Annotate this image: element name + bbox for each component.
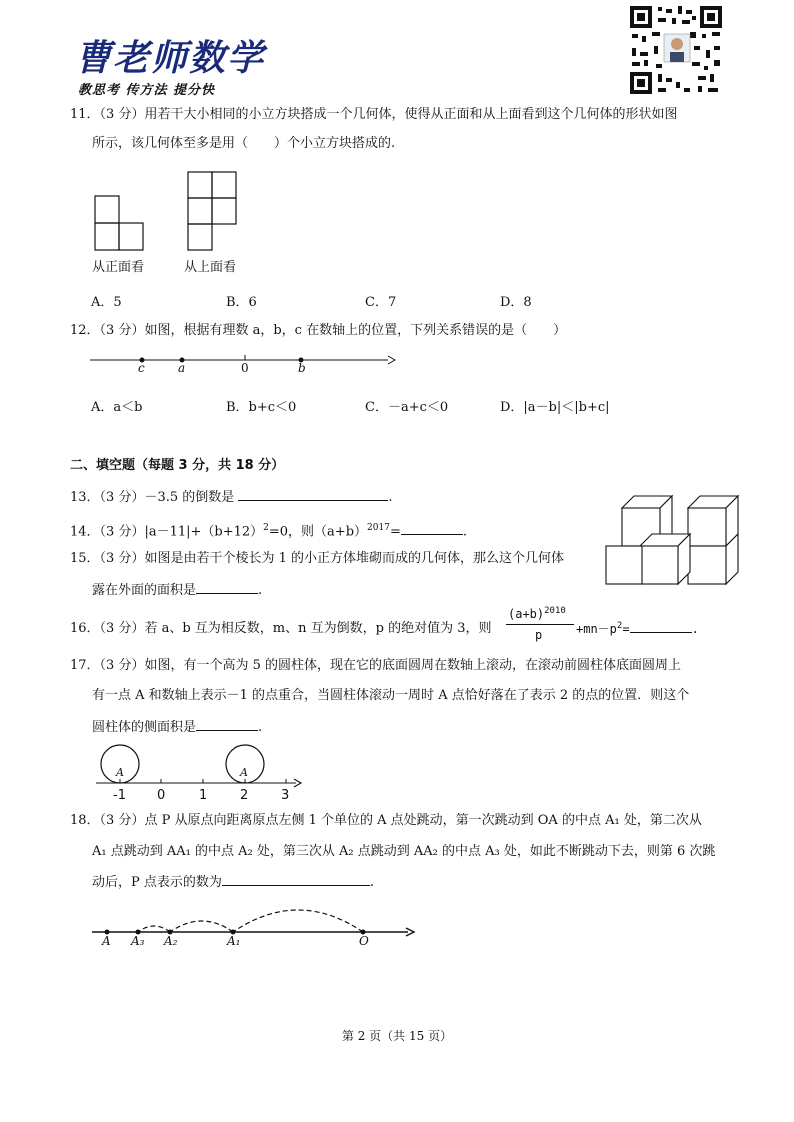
q14-line: 14．（3 分）$|a-11|+(b+12)^2=0$，则$(a+b)^{2017}=$ .	[70, 523, 467, 540]
q12-label-zero: 0	[241, 361, 249, 375]
q12-text: 12．（3 分）如图，根据有理数 a，b，c 在数轴上的位置，下列关系错误的是（ ）	[70, 323, 567, 338]
q17-point-a-left: A	[116, 766, 124, 779]
q13-blank[interactable]	[238, 488, 388, 501]
q12-option-a: A．a＜b	[91, 400, 143, 415]
q15-line2: 露在外面的面积是 .	[92, 583, 263, 598]
q18-label-a: A	[102, 934, 111, 948]
q11-option-b: B．6	[226, 295, 257, 310]
q11-option-a: A．5	[91, 295, 122, 310]
q17-text-line3: 圆柱体的侧面积是	[92, 720, 197, 735]
q18-text-line2: A₁ 点跳动到 AA₁ 的中点 A₂ 处，第三次从 A₂ 点跳动到 AA₂ 的中点 A₃ 处，如此不断跳动下去，则第 6 次跳	[92, 844, 716, 859]
q11-text-line2: 所示，该几何体至多是用（ ）个小立方块搭成的.	[92, 136, 396, 151]
q16-fraction-bar	[506, 624, 574, 625]
q18-label-a3: A₃	[131, 934, 145, 948]
q13-line: 13．（3 分）－3.5 的倒数是 .	[70, 490, 393, 505]
q18-label-a2: A₂	[164, 934, 178, 948]
q14-text-c: =0，则（a+b）	[268, 524, 368, 540]
q11-option-c: C．7	[365, 295, 397, 310]
q12-label-c: c	[138, 361, 145, 375]
q16-text: 16．（3 分）若 a、b 互为相反数，m、n 互为倒数，p 的绝对值为 3，则	[70, 621, 492, 636]
q12-option-b: B．b+c＜0	[226, 400, 297, 415]
q11-text-line1: 11．（3 分）用若干大小相同的小立方块搭成一个几何体，使得从正面和从上面看到这个几何体的形状如图	[70, 107, 678, 122]
q17-text-line1: 17．（3 分）如图，有一个高为 5 的圆柱体，现在它的底面圆周在数轴上滚动，在滚动前圆柱体底面圆周上	[70, 658, 681, 673]
q13-text: 13．（3 分）－3.5 的倒数是	[70, 490, 235, 505]
q17-tick-2: 2	[240, 788, 249, 803]
q18-blank[interactable]	[222, 873, 370, 886]
q16-tail: $+mn-p^2=$ .	[576, 621, 699, 636]
q18-line3: 动后，P 点表示的数为 .	[92, 875, 375, 890]
qr-code-icon	[628, 4, 724, 96]
q15-cube-figure	[604, 494, 740, 586]
q14-text-a: 14．（3 分）|a－11|+（b+12）	[70, 524, 264, 540]
q18-label-a1: A₁	[227, 934, 241, 948]
q16-tail-exp: 2	[616, 621, 623, 631]
q12-option-c: C．－a+c＜0	[365, 400, 449, 415]
q17-text-line2: 有一点 A 和数轴上表示－1 的点重合，当圆柱体滚动一周时 A 点恰好落在了表示 2 的点的位置．则这个	[92, 688, 690, 703]
q16-eq: =	[622, 622, 630, 636]
q18-text-line3: 动后，P 点表示的数为	[92, 875, 222, 890]
q16-blank[interactable]	[630, 620, 692, 633]
q17-tick-neg1: -1	[113, 788, 126, 803]
q16-tail-text: +mn－p	[576, 622, 617, 636]
q17-point-a-right: A	[240, 766, 248, 779]
q14-blank[interactable]	[401, 522, 463, 535]
logo-title: 曹老师数学	[75, 37, 266, 79]
q16-numerator-exp: 2010	[544, 606, 566, 616]
logo-slogan: 教思考 传方法 提分快	[78, 83, 216, 98]
q17-tick-0: 0	[157, 788, 166, 803]
q18-label-o: O	[359, 934, 369, 948]
q15-text-line2: 露在外面的面积是	[92, 583, 197, 598]
q16-numerator-text: (a+b)	[508, 607, 545, 621]
q12-label-a: a	[178, 361, 186, 375]
q17-blank[interactable]	[196, 718, 258, 731]
q17-tick-1: 1	[199, 788, 208, 803]
q14-exp-2: 2	[263, 523, 269, 533]
q16-denominator: p	[535, 628, 543, 642]
q17-line3: 圆柱体的侧面积是 .	[92, 720, 263, 735]
q16-numerator	[508, 606, 566, 621]
page-footer: 第 2 页（共 15 页）	[341, 1029, 453, 1043]
q12-label-b: b	[298, 361, 306, 375]
q17-tick-3: 3	[281, 788, 290, 803]
q11-top-label: 从上面看	[184, 260, 237, 275]
q14-text-e: =	[389, 524, 401, 540]
q15-blank[interactable]	[196, 581, 258, 594]
section-title: 二、填空题（每题 3 分，共 18 分）	[70, 458, 285, 473]
q11-front-label: 从正面看	[92, 260, 145, 275]
q11-option-d: D．8	[500, 295, 532, 310]
q15-text-line1: 15．（3 分）如图是由若干个棱长为 1 的小正方体堆砌而成的几何体，那么这个几何体	[70, 551, 564, 566]
q12-option-d: D．|a－b|＜|b+c|	[500, 400, 610, 415]
q17-rolling-figure	[96, 744, 306, 788]
q14-exp-2017: 2017	[367, 523, 390, 533]
q18-text-line1: 18．（3 分）点 P 从原点向距离原点左侧 1 个单位的 A 点处跳动，第一次跳动到 OA 的中点 A₁ 处，第二次从	[70, 813, 702, 828]
q11-views-figure	[93, 170, 243, 252]
